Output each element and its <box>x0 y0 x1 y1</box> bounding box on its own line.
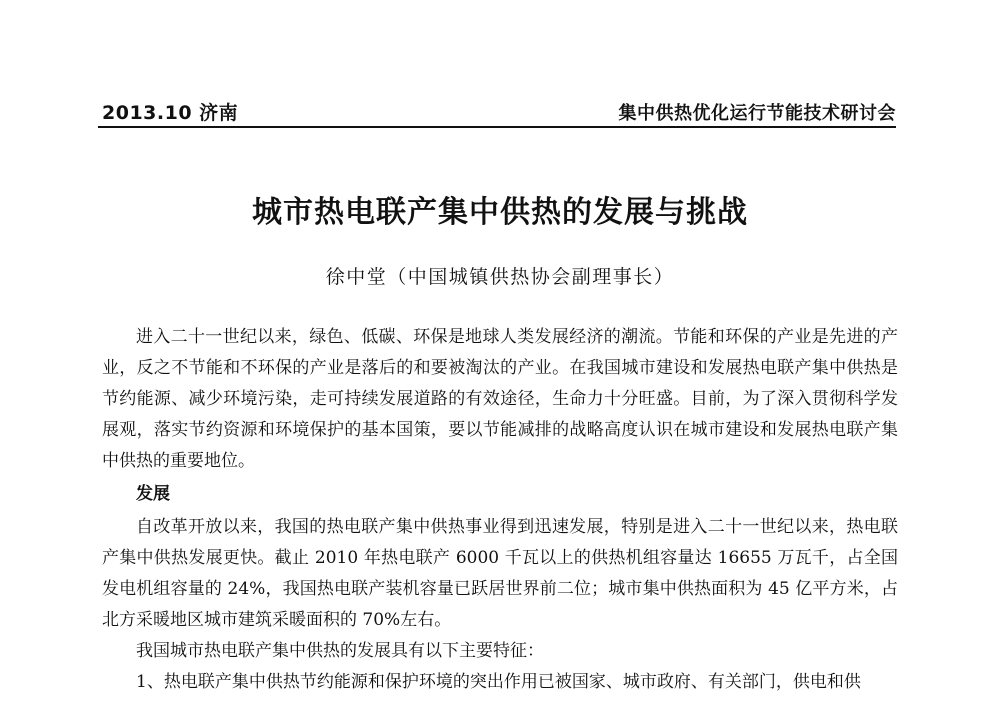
paragraph-intro: 进入二十一世纪以来，绿色、低碳、环保是地球人类发展经济的潮流。节能和环保的产业是先进的产业，反之不节能和不环保的产业是落后的和要被淘汰的产业。在我国城市建设和发展热电联产集中供热是节约能源、减少环境污染，走可持续发展道路的有效途径，生命力十分旺盛。目前，为了深入贯彻科学发展观，落实节约资源和环境保护的基本国策，要以节能减排的战略高度认识在城市建设和发展热电联产集中供热的重要地位。 <box>102 327 898 471</box>
running-header <box>98 92 896 128</box>
paragraph-feature-1: 1、热电联产集中供热节约能源和保护环境的突出作用已被国家、城市政府、有关部门，供电和供 <box>136 672 861 692</box>
body-text <box>102 322 898 698</box>
document-title: 城市热电联产集中供热的发展与挑战 <box>252 195 748 230</box>
section-heading-development: 发展 <box>136 484 170 504</box>
header-date-location: 2013.10 济南 <box>102 102 239 124</box>
author-line: 徐中堂（中国城镇供热协会副理事长） <box>325 266 675 288</box>
paragraph-development: 自改革开放以来，我国的热电联产集中供热事业得到迅速发展，特别是进入二十一世纪以来，热电联产集中供热发展更快。截止 2010 年热电联产 6000 千瓦以上的供热机组容量达 16655 万瓦千，占全国发电机组容量的 24%，我国热电联产装机容量已跃居世界前二位；城市集中供热面积为 45 亿平方米，占北方采暖地区城市建筑采暖面积的 70%左右。 <box>102 517 898 630</box>
paragraph-features-intro: 我国城市热电联产集中供热的发展具有以下主要特征： <box>136 641 544 661</box>
header-conference-name: 集中供热优化运行节能技术研讨会 <box>618 103 896 124</box>
